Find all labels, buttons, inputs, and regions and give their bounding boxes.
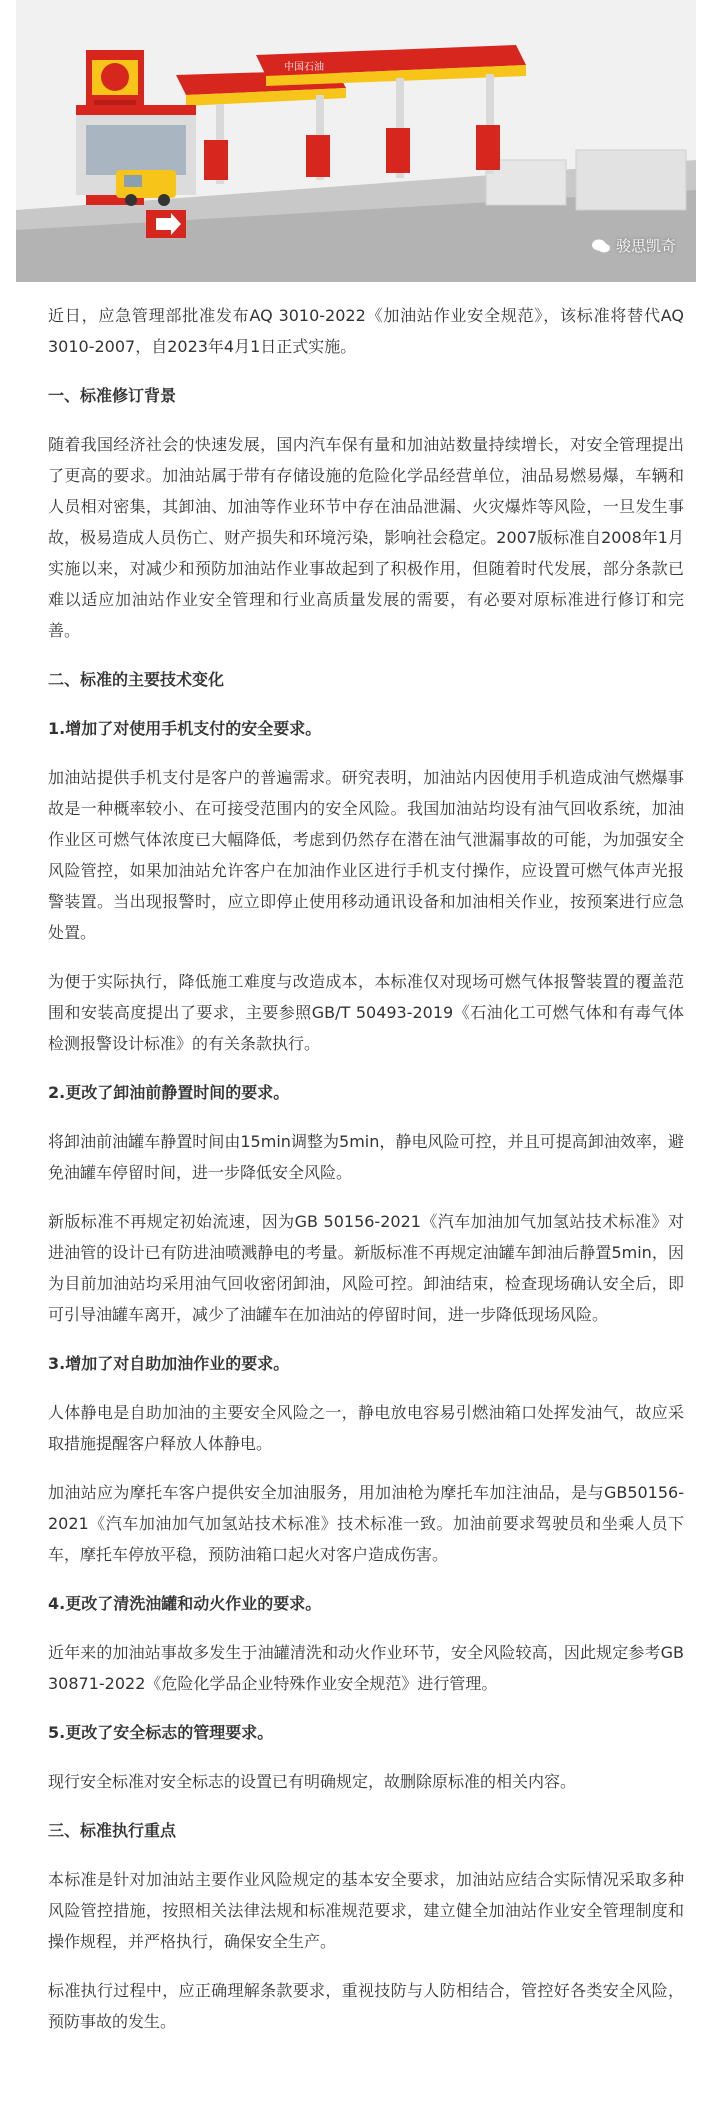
change-4-paragraph-1: 近年来的加油站事故多发生于油罐清洗和动火作业环节，安全风险较高，因此规定参考GB 30871-2022《危险化学品企业特殊作业安全规范》进行管理。 (48, 1643, 684, 1693)
change-1-paragraph-1: 加油站提供手机支付是客户的普遍需求。研究表明，加油站内因使用手机造成油气燃爆事故是一种概率较小、在可接受范围内的安全风险。我国加油站均设有油气回收系统，加油作业区可燃气体浓度已大幅降低，考虑到仍然存在潜在油气泄漏事故的可能，为加强安全风险管控，如果加油站允许客户在加油作业区进行手机支付操作，应设置可燃气体声光报警装置。当出现报警时，应立即停止使用移动通讯设备和加油相关作业，按预案进行应急处置。 (48, 768, 684, 942)
change-1-paragraph-2: 为便于实际执行，降低施工难度与改造成本，本标准仅对现场可燃气体报警装置的覆盖范围和安装高度提出了要求，主要参照GB/T 50493-2019《石油化工可燃气体和有毒气体检测报警设计标准》的有关条款执行。 (48, 972, 684, 1053)
change-3-paragraph-1: 人体静电是自助加油的主要安全风险之一，静电放电容易引燃油箱口处挥发油气，故应采取措施提醒客户释放人体静电。 (48, 1403, 684, 1453)
section-1-paragraph: 随着我国经济社会的快速发展，国内汽车保有量和加油站数量持续增长，对安全管理提出了更高的要求。加油站属于带有存储设施的危险化学品经营单位，油品易燃易爆，车辆和人员相对密集，其卸油、加油等作业环节中存在油品泄漏、火灾爆炸等风险，一旦发生事故，极易造成人员伤亡、财产损失和环境污染，影响社会稳定。2007版标准自2008年1月实施以来，对减少和预防加油站作业事故起到了积极作用，但随着时代发展，部分条款已难以适应加油站作业安全管理和行业高质量发展的需要，有必要对原标准进行修订和完善。 (48, 435, 684, 640)
section-3-title: 三、标准执行重点 (48, 1821, 177, 1840)
brand-text: 中国石油 (284, 62, 324, 73)
section-1-title: 一、标准修订背景 (48, 386, 177, 405)
section-2-title: 二、标准的主要技术变化 (48, 670, 225, 689)
change-3-paragraph-2: 加油站应为摩托车客户提供安全加油服务，用加油枪为摩托车加注油品，是与GB50156-2021《汽车加油加气加氢站技术标准》技术标准一致。加油前要求驾驶员和坐乘人员下车，摩托车停放平稳，预防油箱口起火对客户造成伤害。 (48, 1483, 684, 1564)
change-5-paragraph-1: 现行安全标准对安全标志的设置已有明确规定，故删除原标准的相关内容。 (48, 1772, 577, 1791)
watermark-text: 骏思凯奇 (615, 237, 676, 255)
change-1-title: 1.增加了对使用手机支付的安全要求。 (48, 719, 322, 738)
hero-image (16, 0, 696, 282)
change-2-title: 2.更改了卸油前静置时间的要求。 (48, 1083, 290, 1102)
change-5-title: 5.更改了安全标志的管理要求。 (48, 1723, 274, 1742)
section-3-paragraph-2: 标准执行过程中，应正确理解条款要求，重视技防与人防相结合，管控好各类安全风险，预防事故的发生。 (48, 1981, 684, 2031)
change-4-title: 4.更改了清洗油罐和动火作业的要求。 (48, 1594, 322, 1613)
article-body (48, 300, 684, 2055)
change-2-paragraph-1: 将卸油前油罐车静置时间由15min调整为5min，静电风险可控，并且可提高卸油效率，避免油罐车停留时间，进一步降低安全风险。 (48, 1132, 684, 1182)
wechat-icon (592, 239, 610, 253)
watermark (592, 235, 676, 256)
intro-paragraph: 近日，应急管理部批准发布AQ 3010-2022《加油站作业安全规范》，该标准将替代AQ 3010-2007，自2023年4月1日正式实施。 (48, 306, 684, 356)
section-3-paragraph-1: 本标准是针对加油站主要作业风险规定的基本安全要求，加油站应结合实际情况采取多种风险管控措施，按照相关法律法规和标准规范要求，建立健全加油站作业安全管理制度和操作规程，并严格执行，确保安全生产。 (48, 1870, 684, 1951)
change-3-title: 3.增加了对自助加油作业的要求。 (48, 1354, 290, 1373)
change-2-paragraph-2: 新版标准不再规定初始流速，因为GB 50156-2021《汽车加油加气加氢站技术标准》对进油管的设计已有防进油喷溅静电的考量。新版标准不再规定油罐车卸油后静置5min，因为目前加油站均采用油气回收密闭卸油，风险可控。卸油结束，检查现场确认安全后，即可引导油罐车离开，减少了油罐车在加油站的停留时间，进一步降低现场风险。 (48, 1212, 684, 1324)
